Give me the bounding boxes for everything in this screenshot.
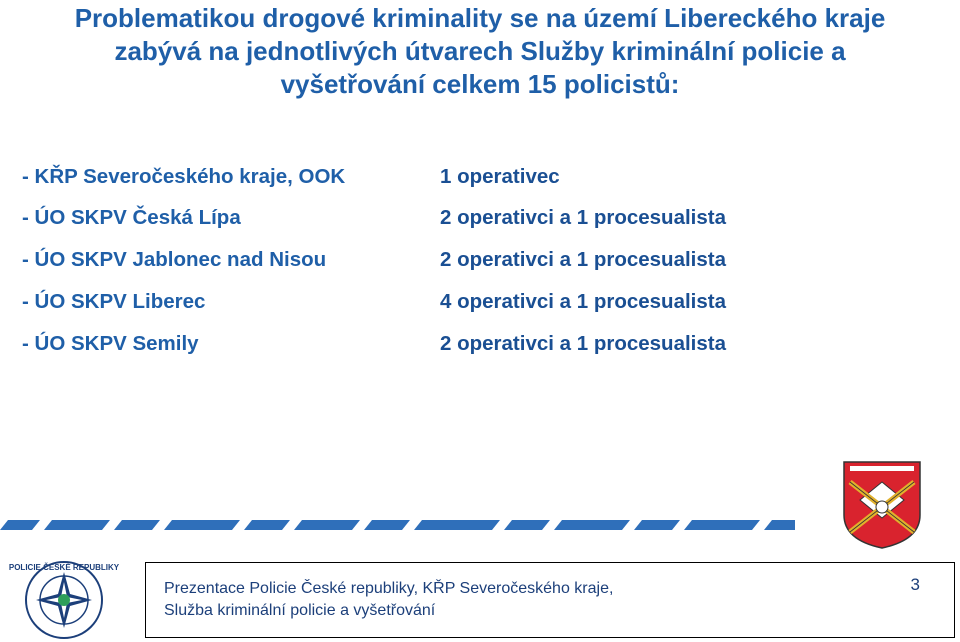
page-number: 3 (910, 575, 920, 594)
police-star-seal-icon (8, 560, 120, 640)
unit-row (22, 206, 942, 236)
footer-text (164, 578, 613, 622)
liberec-region-emblem-icon (842, 460, 922, 550)
unit-name: - ÚO SKPV Semily (22, 332, 199, 355)
unit-staff: 1 operativec (440, 165, 560, 188)
unit-staff: 4 operativci a 1 procesualista (440, 290, 726, 313)
unit-name: - KŘP Severočeského kraje, OOK (22, 165, 346, 188)
seal-text: POLICIE ČESKÉ REPUBLIKY (8, 563, 120, 572)
unit-row (22, 248, 942, 278)
footer (145, 562, 955, 638)
footer-line-2: Služba kriminální policie a vyšetřování (164, 602, 436, 619)
unit-row (22, 332, 942, 362)
title-line-2: zabývá na jednotlivých útvarech Služby kriminální policie a (114, 36, 846, 66)
unit-name: - ÚO SKPV Liberec (22, 290, 206, 313)
slide-title (0, 2, 960, 101)
footer-line-1: Prezentace Policie České republiky, KŘP Severočeského kraje, (164, 580, 614, 597)
unit-name: - ÚO SKPV Česká Lípa (22, 206, 241, 229)
unit-name: - ÚO SKPV Jablonec nad Nisou (22, 248, 327, 271)
unit-staff: 2 operativci a 1 procesualista (440, 248, 726, 271)
unit-staff: 2 operativci a 1 procesualista (440, 206, 726, 229)
unit-row (22, 165, 942, 195)
unit-row (22, 290, 942, 320)
title-line-3: vyšetřování celkem 15 policistů: (280, 69, 680, 99)
decorative-stripe (0, 520, 795, 530)
title-line-1: Problematikou drogové kriminality se na území Libereckého kraje (74, 3, 886, 33)
unit-staff: 2 operativci a 1 procesualista (440, 332, 726, 355)
